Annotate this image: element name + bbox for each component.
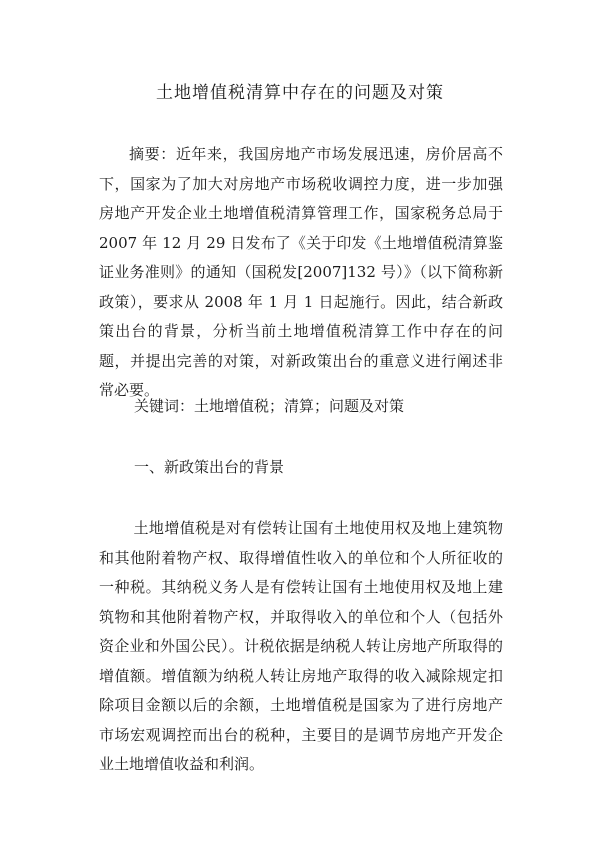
section-heading: 一、新政策出台的背景	[134, 458, 285, 476]
body-paragraph: 土地增值税是对有偿转让国有土地使用权及地上建筑物和其他附着物产权、取得增值性收入的单位和个人所征收的一种税。其纳税义务人是有偿转让国有土地使用权及地上建筑物和其他附着物产权，并取得收入的单位和个人（包括外资企业和外国公民）。计税依据是纳税人转让房地产所取得的增值额。增值额为纳税人转让房地产取得的收入减除规定扣除项目金额以后的余额，土地增值税是国家为了进行房地产市场宏观调控而出台的税种，主要目的是调节房地产开发企业土地增值收益和利润。	[99, 519, 503, 773]
document-title: 土地增值税清算中存在的问题及对策	[156, 83, 444, 103]
abstract-paragraph: 摘要：近年来，我国房地产市场发展迅速，房价居高不下，国家为了加大对房地产市场税收调控力度，进一步加强房地产开发企业土地增值税清算管理工作，国家税务总局于 2007 年 12 月 29 日发布了《关于印发《土地增值税清算鉴证业务准则》的通知（国税发[2007]132 号）》（以下简称新政策），要求从 2008 年 1 月 1 日起施行。因此，结合新政策出台的背景，分析当前土地增值税清算工作中存在的问题，并提出完善的对策，对新政策出台的重意义进行阐述非常必要。	[99, 145, 503, 399]
keywords-line: 关键词：土地增值税；清算；问题及对策	[134, 397, 405, 415]
